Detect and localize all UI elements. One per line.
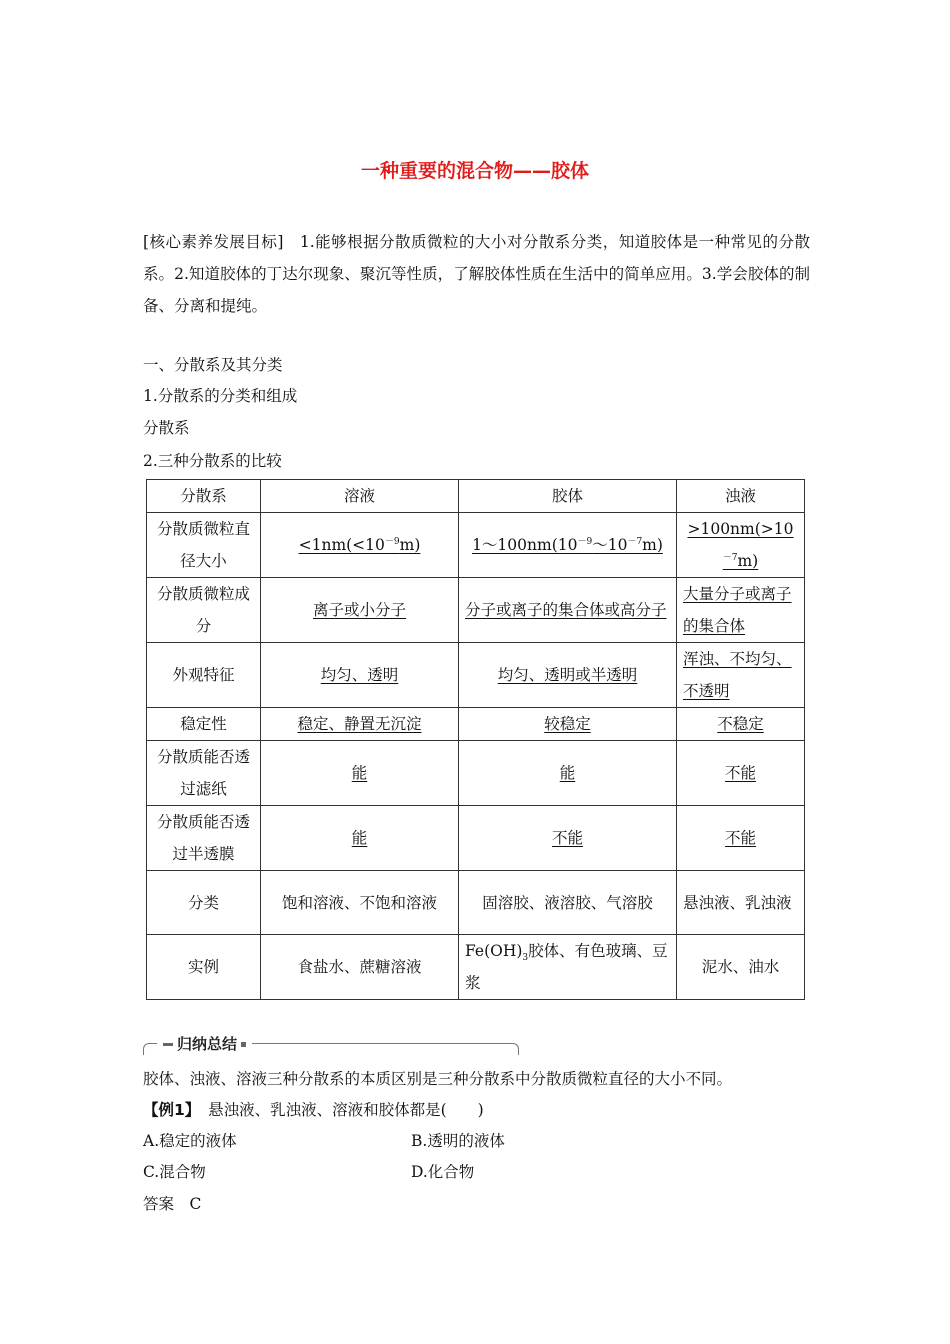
subheading-1: 1.分散系的分类和组成 [143, 387, 298, 405]
table-row [147, 643, 805, 708]
option-d: D.化合物 [411, 1163, 475, 1181]
table-header-row [147, 480, 805, 513]
cell-colloid: 较稳定 [459, 708, 677, 741]
cell-turbid: 不稳定 [677, 708, 805, 741]
cell-colloid: $1\sim 100nm(10^{-9}\sim 10^{-7}m)$ [459, 513, 677, 578]
section-heading: 一、分散系及其分类 [143, 356, 283, 374]
summary-label: 归纳总结 [157, 1035, 252, 1053]
table-row [147, 871, 805, 935]
cell-colloid: $Fe(OH)_3$胶体、有色玻璃、豆浆 [459, 935, 677, 1000]
core-goals-paragraph: [核心素养发展目标] 1.能够根据分散质微粒的大小对分散系分类，知道胶体是一种常见的分散系。2.知道胶体的丁达尔现象、聚沉等性质，了解胶体性质在生活中的简单应用。3.学会胶体的制备、分离和提纯。 [143, 233, 810, 315]
header-cell: 溶液 [261, 480, 459, 513]
summary-box [143, 1035, 519, 1055]
square-dot-icon [241, 1042, 246, 1047]
page-title: 一种重要的混合物——胶体 [360, 160, 589, 182]
row-label: 分散质能否透过半透膜 [147, 806, 261, 871]
option-c: C.混合物 [143, 1163, 206, 1181]
example-question: 【例1】 悬浊液、乳浊液、溶液和胶体都是( ) [143, 1101, 484, 1119]
row-label: 分散质微粒成分 [147, 578, 261, 643]
cell-solution: 能 [261, 741, 459, 806]
cell-solution: 均匀、透明 [261, 643, 459, 708]
cell-solution: 稳定、静置无沉淀 [261, 708, 459, 741]
subheading-2: 2.三种分散系的比较 [143, 452, 282, 470]
cell-solution: 能 [261, 806, 459, 871]
table-row [147, 741, 805, 806]
cell-solution: 离子或小分子 [261, 578, 459, 643]
table-row [147, 708, 805, 741]
header-cell: 胶体 [459, 480, 677, 513]
summary-text: 胶体、浊液、溶液三种分散系的本质区别是三种分散系中分散质微粒直径的大小不同。 [143, 1070, 733, 1088]
row-label: 实例 [147, 935, 261, 1000]
cell-colloid: 能 [459, 741, 677, 806]
row-label: 稳定性 [147, 708, 261, 741]
comparison-table [146, 479, 805, 1000]
table-row [147, 578, 805, 643]
cell-turbid: 浑浊、不均匀、不透明 [677, 643, 805, 708]
cell-solution: 食盐水、蔗糖溶液 [261, 935, 459, 1000]
cell-turbid: 大量分子或离子的集合体 [677, 578, 805, 643]
row-label: 分类 [147, 871, 261, 935]
subheading-1-text: 分散系 [143, 419, 190, 437]
cell-colloid: 分子或离子的集合体或高分子 [459, 578, 677, 643]
cell-solution: $<1nm(<10^{-9}m)$ [261, 513, 459, 578]
option-b: B.透明的液体 [411, 1132, 505, 1150]
header-cell: 浊液 [677, 480, 805, 513]
dash-icon [163, 1043, 173, 1046]
table-row [147, 935, 805, 1000]
cell-turbid: 不能 [677, 806, 805, 871]
row-label: 分散质能否透过滤纸 [147, 741, 261, 806]
cell-colloid: 固溶胶、液溶胶、气溶胶 [459, 871, 677, 935]
cell-turbid: 悬浊液、乳浊液 [677, 871, 805, 935]
answer: 答案 C [143, 1195, 202, 1213]
cell-turbid: 不能 [677, 741, 805, 806]
cell-colloid: 均匀、透明或半透明 [459, 643, 677, 708]
header-cell: 分散系 [147, 480, 261, 513]
option-a: A.稳定的液体 [143, 1132, 237, 1150]
cell-colloid: 不能 [459, 806, 677, 871]
row-label: 外观特征 [147, 643, 261, 708]
cell-turbid: $>100nm(>10^{-7}m)$ [677, 513, 805, 578]
table-row [147, 513, 805, 578]
row-label: 分散质微粒直径大小 [147, 513, 261, 578]
table-row [147, 806, 805, 871]
cell-turbid: 泥水、油水 [677, 935, 805, 1000]
cell-solution: 饱和溶液、不饱和溶液 [261, 871, 459, 935]
